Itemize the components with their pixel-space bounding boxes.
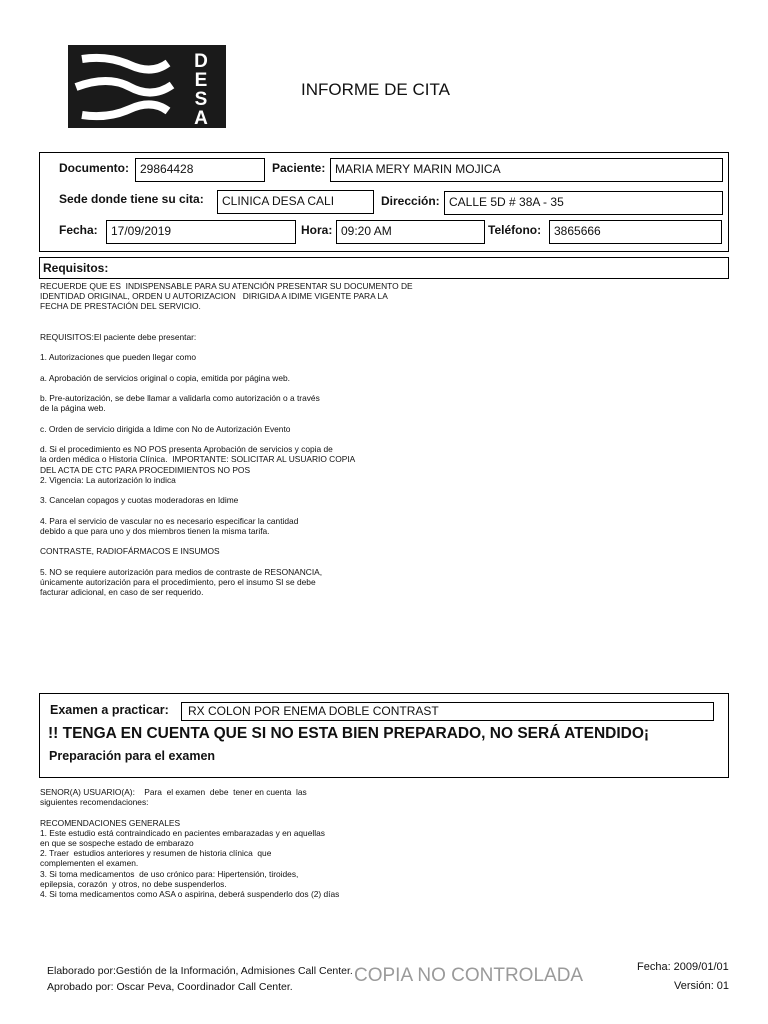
preparacion-line: 3. Si toma medicamentos de uso crónico para: Hipertensión, tiroides, <box>40 868 299 879</box>
requisitos-line: a. Aprobación de servicios original o copia, emitida por página web. <box>40 372 291 383</box>
footer-version: Versión: 01 <box>674 980 730 992</box>
documento-field: 29864428 <box>135 158 265 182</box>
telefono-label: Teléfono: <box>488 223 542 237</box>
preparacion-line: 2. Traer estudios anteriores y resumen de historia clínica que <box>40 848 272 859</box>
report-title: INFORME DE CITA <box>301 80 450 99</box>
requisitos-line: facturar adicional, en caso de ser requerido. <box>40 587 204 598</box>
requisitos-line <box>40 485 413 495</box>
requisitos-line <box>40 536 413 546</box>
telefono-field: 3865666 <box>549 220 722 244</box>
requisitos-line: de la página web. <box>40 403 106 414</box>
preparacion-line: RECOMENDACIONES GENERALES <box>40 817 181 828</box>
requisitos-line <box>40 434 413 444</box>
aprobado-por: Aprobado por: Oscar Peva, Coordinador Call Center. <box>47 981 293 993</box>
requisitos-line <box>40 312 413 322</box>
footer-fecha: Fecha: 2009/01/01 <box>637 961 729 973</box>
fecha-label: Fecha: <box>59 223 98 237</box>
requisitos-line: 3. Cancelan copagos y cuotas moderadoras en Idime <box>40 495 239 506</box>
requisitos-line: d. Si el procedimiento es NO POS presenta Aprobación de servicios y copia de <box>40 444 333 455</box>
preparacion-line: epilepsia, corazón y otros, no debe suspenderlos. <box>40 878 227 889</box>
documento-label: Documento: <box>59 161 129 175</box>
requisitos-line: 4. Para el servicio de vascular no es necesario especificar la cantidad <box>40 515 299 526</box>
requisitos-line <box>40 383 413 393</box>
fecha-field: 17/09/2019 <box>106 220 296 244</box>
requisitos-line: c. Orden de servicio dirigida a Idime con No de Autorización Evento <box>40 423 291 434</box>
direccion-field: CALLE 5D # 38A - 35 <box>444 191 723 215</box>
examen-field: RX COLON POR ENEMA DOBLE CONTRAST <box>181 702 714 721</box>
requisitos-line: 1. Autorizaciones que pueden llegar como <box>40 352 196 363</box>
svg-text:D: D <box>194 51 208 72</box>
requisitos-line: b. Pre-autorización, se debe llamar a validarla como autorización o a través <box>40 393 320 404</box>
copia-no-controlada-watermark: COPIA NO CONTROLADA <box>354 965 584 986</box>
requisitos-line: DEL ACTA DE CTC PARA PROCEDIMIENTOS NO POS <box>40 464 251 475</box>
requisitos-line <box>40 322 413 332</box>
direccion-label: Dirección: <box>381 194 440 208</box>
requisitos-line: únicamente autorización para el procedimiento, pero el insumo SI se debe <box>40 576 316 587</box>
requisitos-line: debido a que para uno y dos miembros tienen la misma tarifa. <box>40 525 270 536</box>
hora-label: Hora: <box>301 223 333 237</box>
sede-field: CLINICA DESA CALI <box>217 190 374 214</box>
preparacion-line: en que se sospeche estado de embarazo <box>40 838 194 849</box>
requisitos-line <box>40 342 413 352</box>
requisitos-line: 2. Vigencia: La autorización lo indica <box>40 474 176 485</box>
paciente-label: Paciente: <box>272 161 326 175</box>
preparacion-line: SENOR(A) USUARIO(A): Para el examen debe tener en cuenta las <box>40 787 307 797</box>
preparacion-text <box>40 787 339 899</box>
hora-field: 09:20 AM <box>336 220 485 244</box>
footer-credits <box>47 963 353 995</box>
requisitos-line: 5. NO se requiere autorización para medios de contraste de RESONANCIA, <box>40 566 323 577</box>
requisitos-line <box>40 363 413 373</box>
requisitos-line: la orden médica o Historia Clínica. IMPORTANTE: SOLICITAR AL USUARIO COPIA <box>40 454 356 465</box>
requisitos-line: FECHA DE PRESTACIÓN DEL SERVICIO. <box>40 301 201 312</box>
svg-text:A: A <box>194 108 208 128</box>
preparacion-line: 1. Este estudio está contraindicado en pacientes embarazadas y en aquellas <box>40 827 325 838</box>
preparation-warning: !! TENGA EN CUENTA QUE SI NO ESTA BIEN PREPARADO, NO SERÁ ATENDIDO¡ <box>48 725 650 742</box>
preparacion-line <box>40 807 339 817</box>
requisitos-line <box>40 505 413 515</box>
logo-emblem-icon <box>68 45 226 128</box>
requisitos-line: RECUERDE QUE ES INDISPENSABLE PARA SU ATENCIÓN PRESENTAR SU DOCUMENTO DE <box>40 281 413 291</box>
preparacion-label: Preparación para el examen <box>49 749 216 763</box>
requisitos-line: CONTRASTE, RADIOFÁRMACOS E INSUMOS <box>40 546 220 557</box>
svg-text:E: E <box>194 70 208 91</box>
preparacion-line: siguientes recomendaciones: <box>40 797 149 808</box>
requisitos-text <box>40 281 413 597</box>
sede-label: Sede donde tiene su cita: <box>59 192 204 206</box>
examen-label: Examen a practicar: <box>50 703 169 717</box>
preparacion-line: complementen el examen. <box>40 858 139 869</box>
paciente-field: MARIA MERY MARIN MOJICA <box>330 158 723 182</box>
preparacion-line: 4. Si toma medicamentos como ASA o aspirina, deberá suspenderlo dos (2) días <box>40 889 340 900</box>
requisitos-label: Requisitos: <box>43 261 109 275</box>
requisitos-header-box <box>39 257 729 279</box>
desa-logo <box>68 45 226 128</box>
svg-text:S: S <box>194 89 208 110</box>
requisitos-line: IDENTIDAD ORIGINAL, ORDEN U AUTORIZACION DIRIGIDA A IDIME VIGENTE PARA LA <box>40 291 388 302</box>
elaborado-por: Elaborado por:Gestión de la Información, Admisiones Call Center. <box>47 965 353 977</box>
requisitos-line <box>40 556 413 566</box>
requisitos-line: REQUISITOS:El paciente debe presentar: <box>40 332 197 343</box>
requisitos-line <box>40 414 413 424</box>
